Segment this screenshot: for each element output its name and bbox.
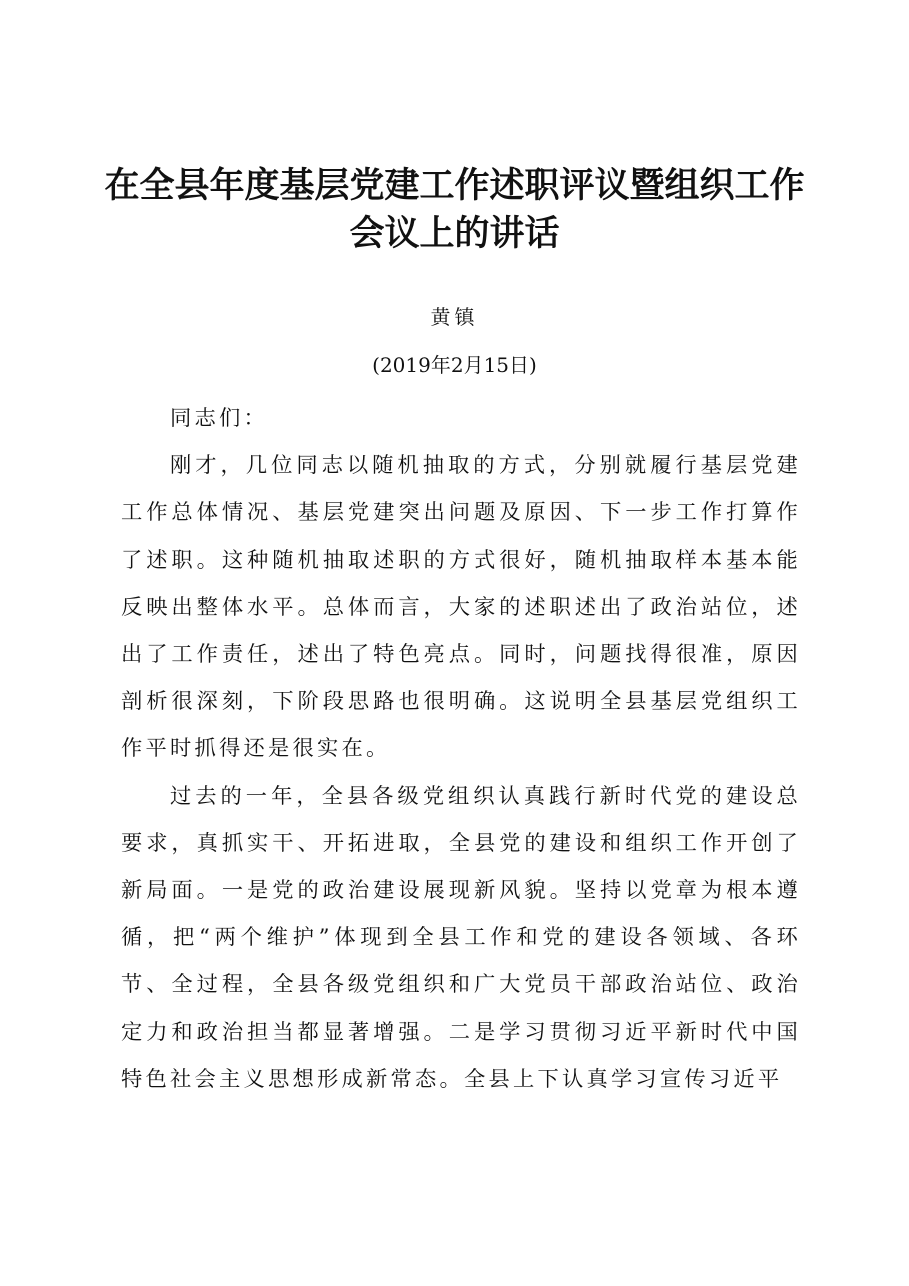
salutation-paragraph: 同志们： — [169, 406, 268, 431]
document-title-line-2: 会议上的讲话 — [349, 214, 560, 254]
speaker-name: 黄镇 — [430, 305, 479, 329]
body-paragraph: 刚才，几位同志以随机抽取的方式，分别就履行基层党建工作总体情况、基层党建突出问题及原因、下一步工作打算作了述职。这种随机抽取述职的方式很好，随机抽取样本基本能反映出整体水平。总体而言，大家的述职述出了政治站位，述出了工作责任，述出了特色亮点。同时，问题找得很准，原因剖析很深刻，下阶段思路也很明确。这说明全县基层党组织工作平时抓得还是很实在。 — [121, 453, 801, 762]
document-title-line-1: 在全县年度基层党建工作述职评议暨组织工作 — [104, 166, 805, 206]
body-paragraph: 过去的一年，全县各级党组织认真践行新时代党的建设总要求，真抓实干、开拓进取，全县党的建设和组织工作开创了新局面。一是党的政治建设展现新风貌。坚持以党章为根本遵循，把“两个维护”体现到全县工作和党的建设各领域、各环节、全过程，全县各级党组织和广大党员干部政治站位、政治定力和政治担当都显著增强。二是学习贯彻习近平新时代中国特色社会主义思想形成新常态。全县上下认真学习宣传习近平 — [121, 783, 801, 1092]
speech-date: (2019年2月15日) — [372, 353, 537, 377]
document-body — [121, 395, 801, 1103]
